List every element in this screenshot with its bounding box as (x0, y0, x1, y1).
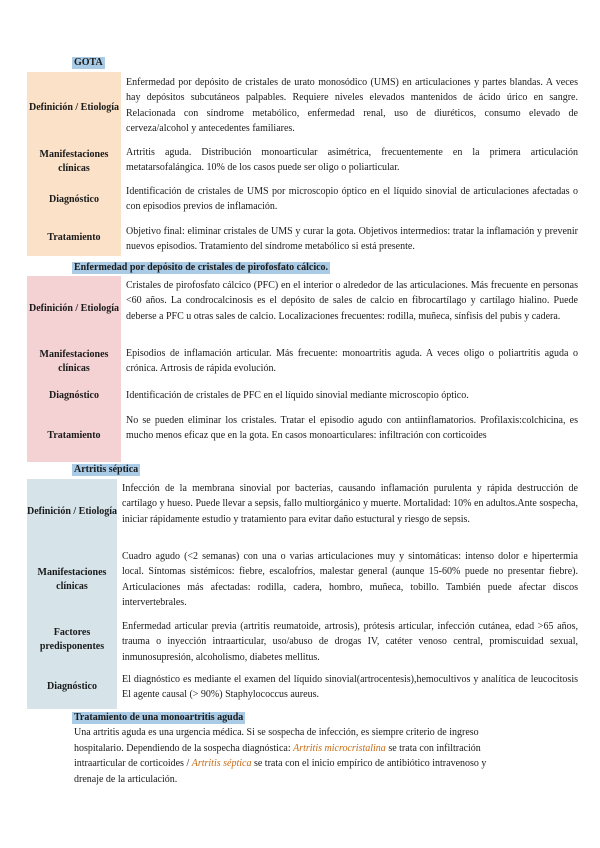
row-label-tratamiento: Tratamiento (27, 410, 121, 462)
section-title-monoartritis: Tratamiento de una monoartritis aguda (74, 712, 244, 723)
row-label-diagnostico: Diagnóstico (27, 665, 117, 709)
highlight-microcristalina: Artritis microcristalina (293, 742, 386, 754)
row-text-definicion: Infección de la membrana sinovial por bacterias, causando inflamación purulenta y rápida destrucción de cartílago y hueso. Puede llevar a sepsis, fallo multiorgánico y muerte. Mortalidad: 10% en adultos.Ante sospecha, iniciar rápidamente estudio y tratamiento para evitar daño estuctural y riesgo de sepsis. (122, 483, 578, 525)
row-text-manifestaciones: Episodios de inflamación articular. Más frecuente: monoartritis aguda. A veces oligo o poliartritis aguda o crónica. Artrosis de rápida evolución. (126, 348, 578, 375)
row-text-tratamiento: No se pueden eliminar los cristales. Tratar el episodio agudo con antiinflamatorios. Profilaxis:colchicina, es mucho menos eficaz que en la gota. En casos monoarticulares: infiltración con corticoides (126, 415, 578, 442)
row-text-diagnostico: Identificación de cristales de UMS por microscopio óptico en el líquido sinovial de articulaciones afectadas o con episodios previos de inflamación. (126, 186, 578, 213)
row-label-tratamiento: Tratamiento (27, 220, 121, 256)
row-label-manifestaciones: Manifestaciones clínicas (27, 144, 121, 180)
row-label-diagnostico: Diagnóstico (27, 180, 121, 220)
monoartritis-paragraph: Una artritis aguda es una urgencia médica. Si se sospecha de infección, es siempre criterio de ingreso hospitalario. Dependiendo de la sospecha diagnóstica: Artritis microcristalina se trata con infiltración intraarticular de corticoides / Artritis séptica se trata con el inicio empírico de antibiótico intravenoso y drenaje de la articulación. (74, 727, 487, 785)
section-title-septica: Artritis séptica (74, 464, 139, 475)
row-text-definicion: Enfermedad por depósito de cristales de urato monosódico (UMS) en articulaciones y partes blandas. A veces hay depósitos subcutáneos palpables. Requiere niveles elevados mantenidos de ácido úrico en sangre. Relacionada con síndrome metabólico, enfermedad renal, uso de diuréticos, consumo elevado de cerveza/alcohol y antecedentes familiares. (126, 77, 578, 134)
section-title-gota: GOTA (74, 57, 103, 68)
row-label-factores: Factores predisponentes (27, 615, 117, 665)
highlight-septica: Artritis séptica (191, 758, 252, 769)
row-text-factores: Enfermedad articular previa (artritis reumatoide, artrosis), prótesis articular, infección cutánea, edad >65 años, trauma o inyección intraarticular, uso/abuso de drogas IV, catéter venoso central, promiscuidad sexual, inmunosupresión, alcoholismo, diabetes mellitus. (122, 621, 578, 663)
section-title-pfc: Enfermedad por depósito de cristales de pirofosfato cálcico. (74, 262, 329, 273)
row-text-manifestaciones: Cuadro agudo (<2 semanas) con una o varias articulaciones muy y sintomáticas: intenso dolor e hipertermia local. Síntomas sistémicos: fiebre, escalofríos, malestar general (aunque 15-60% puede no presentar fiebre). Articulaciones más afectadas: rodilla, cadera, hombro, muñeca, tobillo. También puede afectar discos intervertebrales. (122, 551, 578, 608)
row-text-definicion: Cristales de pirofosfato cálcico (PFC) en el interior o alrededor de las articulaciones. Más frecuente en personas <60 años. La condrocalcinosis es el depósito de sales de calcio en fibrocartílago y cartílago hialino. Puede deberse a PFC u otras sales de calcio. Localizaciones frecuentes: rodilla, muñeca, sínfisis del pubis y cadera. (126, 280, 578, 322)
row-text-diagnostico: El diagnóstico es mediante el examen del líquido sinovial(artrocentesis),hemocultivos y analítica de leucocitosis El agente causal (> 90%) Staphylococcus aureus. (122, 674, 578, 701)
row-text-diagnostico: Identificación de cristales de PFC en el líquido sinovial mediante microscopio óptico. (126, 390, 469, 401)
row-text-manifestaciones: Artritis aguda. Distribución monoarticular asimétrica, frecuentemente en la primera articulación metatarsofalángica. 10% de los casos puede ser oligo o poliarticular. (126, 147, 578, 174)
row-label-manifestaciones: Manifestaciones clínicas (27, 342, 121, 382)
row-label-definicion: Definición / Etiología (27, 72, 121, 144)
row-label-diagnostico: Diagnóstico (27, 382, 121, 410)
row-text-tratamiento: Objetivo final: eliminar cristales de UMS y curar la gota. Objetivos intermedios: tratar la inflamación y prevenir nuevos episodios. Tratamiento del síndrome metabólico si está presente. (126, 226, 578, 253)
row-label-definicion: Definición / Etiología (27, 276, 121, 342)
row-label-manifestaciones: Manifestaciones clínicas (27, 545, 117, 615)
row-label-definicion: Definición / Etiología (27, 479, 117, 545)
